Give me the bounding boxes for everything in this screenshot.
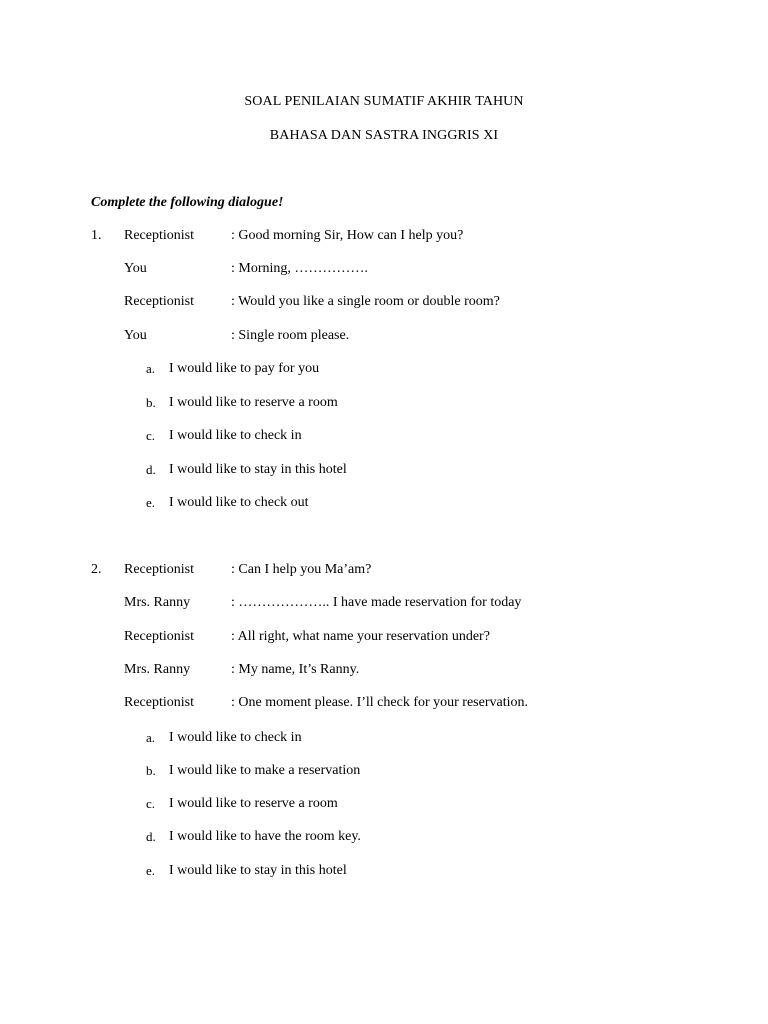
speech: : ……………….. I have made reservation for today <box>231 595 522 610</box>
option-text: I would like to stay in this hotel <box>169 863 347 878</box>
speaker: Mrs. Ranny <box>124 662 191 677</box>
option-text: I would like to check in <box>169 730 302 745</box>
option-text: I would like to pay for you <box>169 361 320 376</box>
speech: : My name, It’s Ranny. <box>231 662 360 677</box>
option-text: I would like to reserve a room <box>169 395 338 410</box>
speaker: You <box>124 328 147 343</box>
option-letter: b. <box>146 395 156 410</box>
option-letter: a. <box>146 361 156 376</box>
option-letter: c. <box>146 796 156 811</box>
question-number: 1. <box>91 228 102 243</box>
speech: : Good morning Sir, How can I help you? <box>231 228 464 243</box>
document-subtitle: BAHASA DAN SASTRA INGGRIS XI <box>269 128 499 143</box>
option-text: I would like to reserve a room <box>169 796 338 811</box>
option-letter: d. <box>146 829 156 844</box>
instruction: Complete the following dialogue! <box>91 195 284 210</box>
option-text: I would like to check out <box>169 495 309 510</box>
speaker: You <box>124 261 147 276</box>
speaker: Receptionist <box>124 562 194 577</box>
option-letter: b. <box>146 763 156 778</box>
speaker: Receptionist <box>124 294 194 309</box>
option-letter: c. <box>146 428 156 443</box>
option-letter: d. <box>146 462 156 477</box>
speaker: Receptionist <box>124 695 194 710</box>
speech: : Single room please. <box>231 328 350 343</box>
option-letter: a. <box>146 730 156 745</box>
speech: : Morning, ……………. <box>231 261 368 276</box>
option-text: I would like to have the room key. <box>169 829 361 844</box>
option-letter: e. <box>146 495 156 510</box>
option-letter: e. <box>146 863 156 878</box>
document-title: SOAL PENILAIAN SUMATIF AKHIR TAHUN <box>244 94 524 109</box>
option-text: I would like to stay in this hotel <box>169 462 347 477</box>
speech: : Would you like a single room or double room? <box>231 294 500 309</box>
speaker: Receptionist <box>124 629 194 644</box>
question-number: 2. <box>91 562 102 577</box>
speaker: Receptionist <box>124 228 194 243</box>
speech: : All right, what name your reservation under? <box>231 629 490 644</box>
speech: : Can I help you Ma’am? <box>231 562 372 577</box>
option-text: I would like to check in <box>169 428 302 443</box>
speaker: Mrs. Ranny <box>124 595 191 610</box>
speech: : One moment please. I’ll check for your reservation. <box>231 695 529 710</box>
option-text: I would like to make a reservation <box>169 763 361 778</box>
